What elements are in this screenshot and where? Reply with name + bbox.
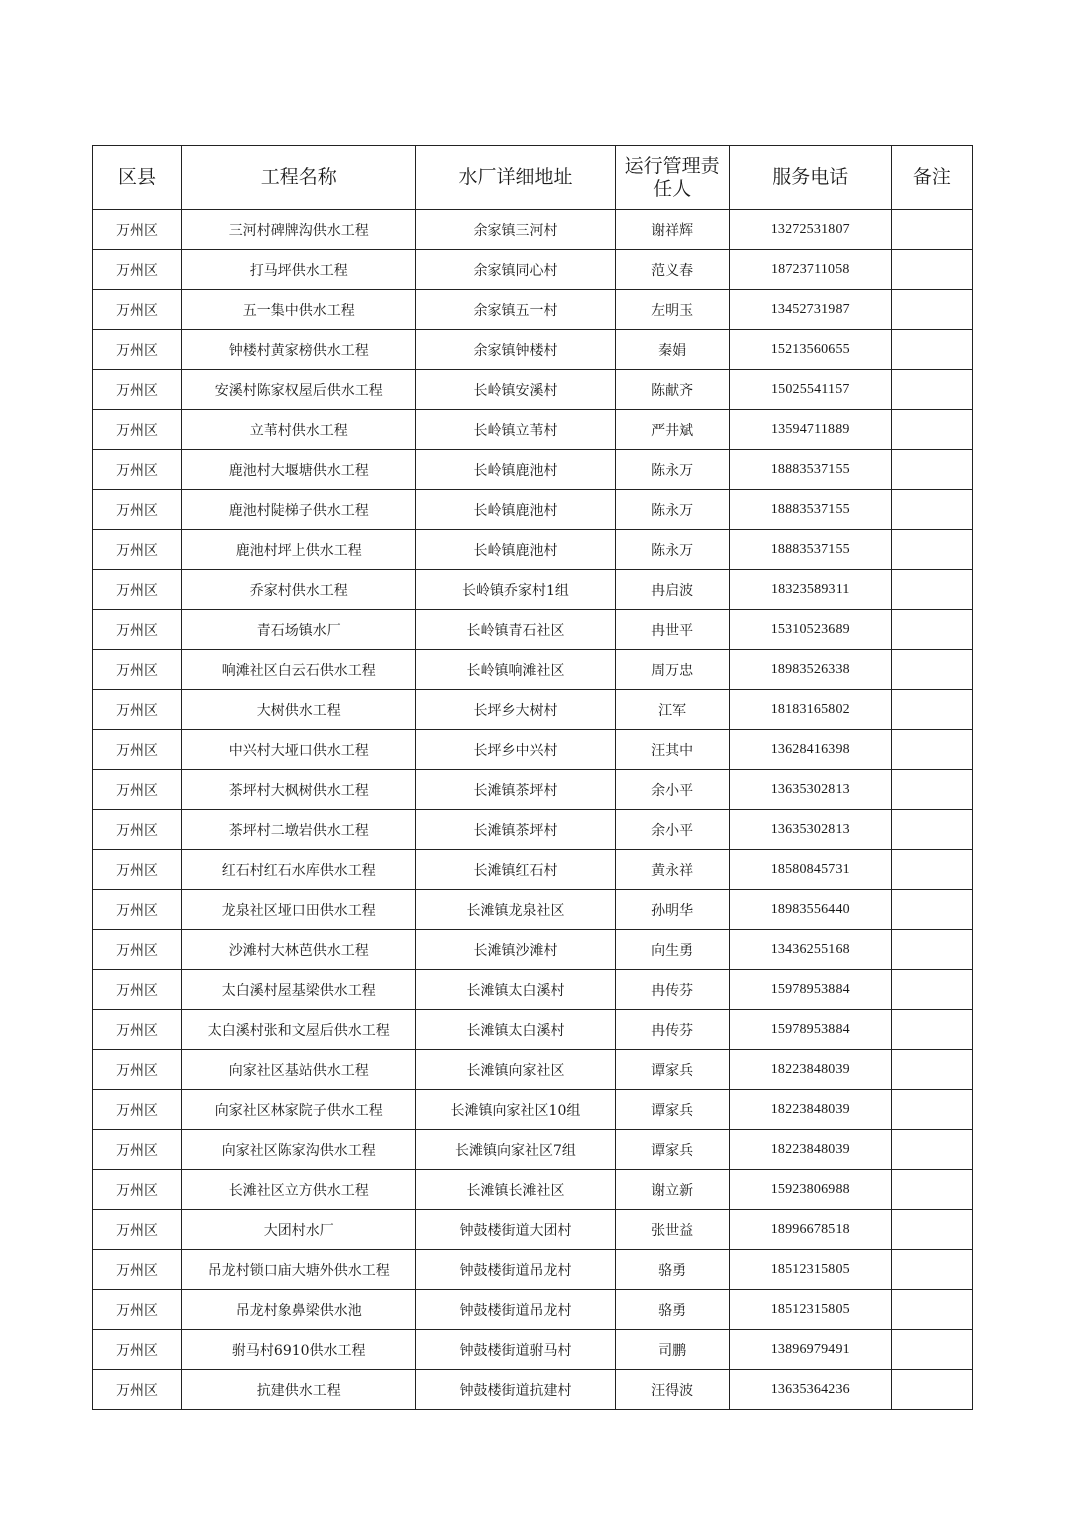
cell-project-name: 鹿池村大堰塘供水工程 — [182, 450, 416, 490]
header-phone: 服务电话 — [729, 146, 891, 210]
cell-manager: 江军 — [615, 690, 729, 730]
cell-phone: 18223848039 — [729, 1050, 891, 1090]
cell-phone: 13594711889 — [729, 410, 891, 450]
cell-address: 长岭镇鹿池村 — [416, 530, 615, 570]
cell-manager: 司鹏 — [615, 1330, 729, 1370]
cell-phone: 18223848039 — [729, 1090, 891, 1130]
cell-district: 万州区 — [93, 410, 182, 450]
cell-manager: 张世益 — [615, 1210, 729, 1250]
cell-project-name: 大树供水工程 — [182, 690, 416, 730]
cell-project-name: 鹿池村坪上供水工程 — [182, 530, 416, 570]
cell-phone: 13635364236 — [729, 1370, 891, 1410]
cell-remarks — [891, 690, 972, 730]
cell-manager: 冉世平 — [615, 610, 729, 650]
table-row — [93, 610, 973, 650]
cell-remarks — [891, 1370, 972, 1410]
cell-remarks — [891, 1010, 972, 1050]
cell-remarks — [891, 930, 972, 970]
table-row — [93, 490, 973, 530]
table-row — [93, 330, 973, 370]
cell-district: 万州区 — [93, 610, 182, 650]
cell-phone: 18183165802 — [729, 690, 891, 730]
cell-remarks — [891, 1130, 972, 1170]
cell-manager: 谭家兵 — [615, 1050, 729, 1090]
cell-manager: 孙明华 — [615, 890, 729, 930]
cell-address: 长岭镇鹿池村 — [416, 490, 615, 530]
cell-phone: 18983526338 — [729, 650, 891, 690]
cell-remarks — [891, 890, 972, 930]
cell-district: 万州区 — [93, 850, 182, 890]
cell-phone: 15978953884 — [729, 1010, 891, 1050]
cell-address: 钟鼓楼街道抗建村 — [416, 1370, 615, 1410]
cell-address: 钟鼓楼街道驸马村 — [416, 1330, 615, 1370]
table-row — [93, 570, 973, 610]
cell-manager: 严井斌 — [615, 410, 729, 450]
table-row — [93, 1090, 973, 1130]
cell-project-name: 茶坪村二墩岩供水工程 — [182, 810, 416, 850]
cell-district: 万州区 — [93, 250, 182, 290]
cell-manager: 冉启波 — [615, 570, 729, 610]
cell-project-name: 立苇村供水工程 — [182, 410, 416, 450]
cell-address: 余家镇三河村 — [416, 210, 615, 250]
cell-project-name: 太白溪村张和文屋后供水工程 — [182, 1010, 416, 1050]
cell-project-name: 太白溪村屋基梁供水工程 — [182, 970, 416, 1010]
cell-phone: 18996678518 — [729, 1210, 891, 1250]
cell-district: 万州区 — [93, 1250, 182, 1290]
cell-manager: 余小平 — [615, 810, 729, 850]
cell-remarks — [891, 730, 972, 770]
cell-remarks — [891, 1050, 972, 1090]
cell-district: 万州区 — [93, 770, 182, 810]
cell-address: 长坪乡大树村 — [416, 690, 615, 730]
cell-manager: 陈永万 — [615, 450, 729, 490]
cell-phone: 18580845731 — [729, 850, 891, 890]
cell-remarks — [891, 970, 972, 1010]
cell-phone: 13436255168 — [729, 930, 891, 970]
cell-phone: 13635302813 — [729, 810, 891, 850]
cell-phone: 13628416398 — [729, 730, 891, 770]
cell-project-name: 龙泉社区垭口田供水工程 — [182, 890, 416, 930]
table-row — [93, 1330, 973, 1370]
table-row — [93, 1250, 973, 1290]
cell-district: 万州区 — [93, 730, 182, 770]
cell-district: 万州区 — [93, 450, 182, 490]
table-row — [93, 290, 973, 330]
cell-district: 万州区 — [93, 1050, 182, 1090]
cell-project-name: 三河村碑牌沟供水工程 — [182, 210, 416, 250]
cell-remarks — [891, 1170, 972, 1210]
cell-address: 长岭镇立苇村 — [416, 410, 615, 450]
cell-manager: 冉传芬 — [615, 1010, 729, 1050]
cell-address: 长滩镇红石村 — [416, 850, 615, 890]
cell-phone: 15978953884 — [729, 970, 891, 1010]
cell-manager: 黄永祥 — [615, 850, 729, 890]
cell-district: 万州区 — [93, 1290, 182, 1330]
table-row — [93, 770, 973, 810]
cell-district: 万州区 — [93, 290, 182, 330]
cell-address: 长滩镇向家社区 — [416, 1050, 615, 1090]
table-row — [93, 210, 973, 250]
cell-project-name: 钟楼村黄家榜供水工程 — [182, 330, 416, 370]
cell-project-name: 沙滩村大林芭供水工程 — [182, 930, 416, 970]
cell-project-name: 中兴村大垭口供水工程 — [182, 730, 416, 770]
header-manager-line2: 任人 — [653, 177, 692, 200]
cell-manager: 汪其中 — [615, 730, 729, 770]
cell-district: 万州区 — [93, 650, 182, 690]
cell-phone: 13896979491 — [729, 1330, 891, 1370]
cell-address: 长滩镇茶坪村 — [416, 810, 615, 850]
table-row — [93, 970, 973, 1010]
table-row — [93, 1050, 973, 1090]
cell-address: 钟鼓楼街道吊龙村 — [416, 1250, 615, 1290]
cell-manager: 陈永万 — [615, 530, 729, 570]
cell-remarks — [891, 770, 972, 810]
cell-project-name: 向家社区林家院子供水工程 — [182, 1090, 416, 1130]
table-row — [93, 370, 973, 410]
cell-manager: 范义春 — [615, 250, 729, 290]
cell-remarks — [891, 250, 972, 290]
cell-district: 万州区 — [93, 970, 182, 1010]
header-project-name: 工程名称 — [182, 146, 416, 210]
table-row — [93, 250, 973, 290]
cell-address: 余家镇五一村 — [416, 290, 615, 330]
table-row — [93, 1010, 973, 1050]
cell-district: 万州区 — [93, 370, 182, 410]
cell-remarks — [891, 610, 972, 650]
table-body — [93, 210, 973, 1410]
cell-remarks — [891, 1250, 972, 1290]
cell-address: 长岭镇鹿池村 — [416, 450, 615, 490]
cell-phone: 18983556440 — [729, 890, 891, 930]
cell-remarks — [891, 1090, 972, 1130]
cell-phone: 15310523689 — [729, 610, 891, 650]
cell-district: 万州区 — [93, 1010, 182, 1050]
cell-remarks — [891, 850, 972, 890]
cell-address: 钟鼓楼街道吊龙村 — [416, 1290, 615, 1330]
cell-remarks — [891, 570, 972, 610]
table-row — [93, 650, 973, 690]
cell-remarks — [891, 1330, 972, 1370]
cell-remarks — [891, 810, 972, 850]
cell-address: 长岭镇响滩社区 — [416, 650, 615, 690]
cell-address: 长滩镇太白溪村 — [416, 970, 615, 1010]
cell-manager: 汪得波 — [615, 1370, 729, 1410]
cell-district: 万州区 — [93, 1330, 182, 1370]
cell-phone: 13272531807 — [729, 210, 891, 250]
cell-district: 万州区 — [93, 1090, 182, 1130]
header-address: 水厂详细地址 — [416, 146, 615, 210]
cell-remarks — [891, 450, 972, 490]
table-row — [93, 1130, 973, 1170]
cell-project-name: 向家社区基站供水工程 — [182, 1050, 416, 1090]
table-row — [93, 850, 973, 890]
cell-remarks — [891, 290, 972, 330]
cell-remarks — [891, 1210, 972, 1250]
table-row — [93, 1290, 973, 1330]
cell-district: 万州区 — [93, 690, 182, 730]
table-row — [93, 810, 973, 850]
table-header — [93, 146, 973, 210]
cell-address: 长岭镇安溪村 — [416, 370, 615, 410]
cell-project-name: 安溪村陈家权屋后供水工程 — [182, 370, 416, 410]
cell-project-name: 吊龙村象鼻梁供水池 — [182, 1290, 416, 1330]
table-row — [93, 1170, 973, 1210]
cell-address: 长滩镇太白溪村 — [416, 1010, 615, 1050]
cell-district: 万州区 — [93, 890, 182, 930]
cell-district: 万州区 — [93, 1170, 182, 1210]
cell-manager: 谭家兵 — [615, 1090, 729, 1130]
cell-project-name: 青石场镇水厂 — [182, 610, 416, 650]
cell-district: 万州区 — [93, 330, 182, 370]
cell-address: 长坪乡中兴村 — [416, 730, 615, 770]
cell-manager: 冉传芬 — [615, 970, 729, 1010]
cell-phone: 18223848039 — [729, 1130, 891, 1170]
table-row — [93, 1210, 973, 1250]
cell-project-name: 茶坪村大枫树供水工程 — [182, 770, 416, 810]
cell-address: 长滩镇龙泉社区 — [416, 890, 615, 930]
cell-phone: 18323589311 — [729, 570, 891, 610]
table-row — [93, 530, 973, 570]
cell-manager: 周万忠 — [615, 650, 729, 690]
cell-address: 钟鼓楼街道大团村 — [416, 1210, 615, 1250]
cell-project-name: 乔家村供水工程 — [182, 570, 416, 610]
cell-district: 万州区 — [93, 1210, 182, 1250]
cell-manager: 向生勇 — [615, 930, 729, 970]
table-row — [93, 890, 973, 930]
header-row — [93, 146, 973, 210]
cell-project-name: 吊龙村锁口庙大塘外供水工程 — [182, 1250, 416, 1290]
cell-address: 长岭镇乔家村1组 — [416, 570, 615, 610]
cell-remarks — [891, 650, 972, 690]
cell-project-name: 红石村红石水库供水工程 — [182, 850, 416, 890]
cell-address: 长滩镇向家社区7组 — [416, 1130, 615, 1170]
cell-phone: 13635302813 — [729, 770, 891, 810]
cell-remarks — [891, 370, 972, 410]
cell-phone: 15923806988 — [729, 1170, 891, 1210]
cell-remarks — [891, 1290, 972, 1330]
header-manager-line1: 运行管理责 — [624, 154, 720, 177]
cell-address: 长滩镇长滩社区 — [416, 1170, 615, 1210]
cell-manager: 左明玉 — [615, 290, 729, 330]
cell-remarks — [891, 410, 972, 450]
cell-manager: 谭家兵 — [615, 1130, 729, 1170]
cell-project-name: 抗建供水工程 — [182, 1370, 416, 1410]
header-manager — [615, 146, 729, 210]
cell-address: 长滩镇向家社区10组 — [416, 1090, 615, 1130]
cell-phone: 18512315805 — [729, 1290, 891, 1330]
cell-project-name: 大团村水厂 — [182, 1210, 416, 1250]
cell-address: 余家镇同心村 — [416, 250, 615, 290]
cell-remarks — [891, 530, 972, 570]
cell-project-name: 响滩社区白云石供水工程 — [182, 650, 416, 690]
cell-phone: 13452731987 — [729, 290, 891, 330]
table-row — [93, 690, 973, 730]
cell-project-name: 长滩社区立方供水工程 — [182, 1170, 416, 1210]
cell-district: 万州区 — [93, 490, 182, 530]
cell-district: 万州区 — [93, 530, 182, 570]
cell-manager: 骆勇 — [615, 1250, 729, 1290]
cell-remarks — [891, 210, 972, 250]
cell-district: 万州区 — [93, 810, 182, 850]
cell-address: 长滩镇沙滩村 — [416, 930, 615, 970]
cell-district: 万州区 — [93, 1370, 182, 1410]
cell-district: 万州区 — [93, 210, 182, 250]
cell-manager: 余小平 — [615, 770, 729, 810]
cell-phone: 18883537155 — [729, 490, 891, 530]
cell-project-name: 五一集中供水工程 — [182, 290, 416, 330]
cell-project-name: 打马坪供水工程 — [182, 250, 416, 290]
cell-manager: 陈献齐 — [615, 370, 729, 410]
cell-manager: 谢祥辉 — [615, 210, 729, 250]
cell-project-name: 向家社区陈家沟供水工程 — [182, 1130, 416, 1170]
cell-project-name: 鹿池村陡梯子供水工程 — [182, 490, 416, 530]
table-row — [93, 1370, 973, 1410]
cell-address: 长滩镇茶坪村 — [416, 770, 615, 810]
header-district: 区县 — [93, 146, 182, 210]
cell-remarks — [891, 330, 972, 370]
cell-manager: 秦娟 — [615, 330, 729, 370]
cell-project-name: 驸马村6910供水工程 — [182, 1330, 416, 1370]
table-row — [93, 450, 973, 490]
water-works-table — [92, 145, 973, 1410]
cell-phone: 18512315805 — [729, 1250, 891, 1290]
cell-manager: 谢立新 — [615, 1170, 729, 1210]
table-row — [93, 410, 973, 450]
cell-address: 长岭镇青石社区 — [416, 610, 615, 650]
cell-phone: 15213560655 — [729, 330, 891, 370]
cell-phone: 18723711058 — [729, 250, 891, 290]
cell-manager: 骆勇 — [615, 1290, 729, 1330]
cell-address: 余家镇钟楼村 — [416, 330, 615, 370]
table-row — [93, 730, 973, 770]
cell-phone: 15025541157 — [729, 370, 891, 410]
header-remarks: 备注 — [891, 146, 972, 210]
cell-manager: 陈永万 — [615, 490, 729, 530]
table-row — [93, 930, 973, 970]
cell-district: 万州区 — [93, 1130, 182, 1170]
cell-remarks — [891, 490, 972, 530]
cell-district: 万州区 — [93, 570, 182, 610]
cell-phone: 18883537155 — [729, 530, 891, 570]
cell-district: 万州区 — [93, 930, 182, 970]
cell-phone: 18883537155 — [729, 450, 891, 490]
